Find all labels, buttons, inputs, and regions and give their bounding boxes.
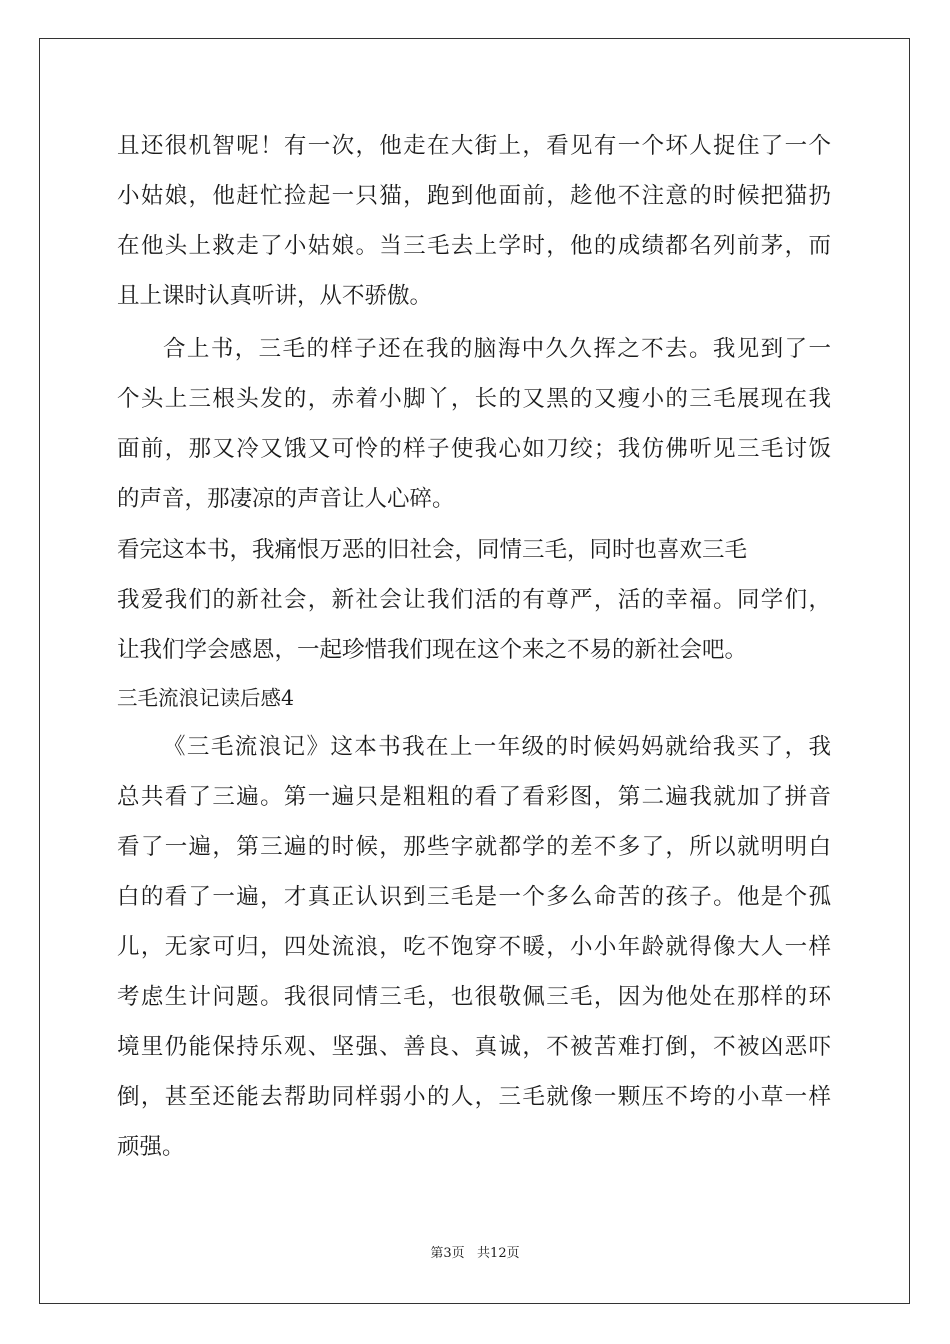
text-line: 考虑生计问题。我很同情三毛，也很敬佩三毛，因为他处在那样的环 (117, 984, 831, 1010)
page-number-footer: 第3页 共12页 (430, 1246, 520, 1261)
text-line: 面前，那又冷又饿又可怜的样子使我心如刀绞；我仿佛听见三毛讨饭 (117, 436, 831, 462)
text-line: 合上书，三毛的样子还在我的脑海中久久挥之不去。我见到了一 (163, 336, 831, 362)
section-heading: 三毛流浪记读后感4 (117, 686, 295, 710)
text-line: 顽强。 (117, 1134, 185, 1160)
text-line: 《三毛流浪记》这本书我在上一年级的时候妈妈就给我买了，我 (163, 734, 831, 760)
text-line: 小姑娘，他赶忙捡起一只猫，跑到他面前，趁他不注意的时候把猫扔 (117, 183, 831, 209)
text-line: 个头上三根头发的，赤着小脚丫，长的又黑的又瘦小的三毛展现在我 (117, 386, 831, 412)
text-line: 的声音，那凄凉的声音让人心碎。 (117, 486, 455, 512)
text-line: 让我们学会感恩，一起珍惜我们现在这个来之不易的新社会吧。 (117, 637, 748, 663)
text-line: 且上课时认真听讲，从不骄傲。 (117, 283, 433, 309)
text-line: 我爱我们的新社会，新社会让我们活的有尊严，活的幸福。同学们， (117, 587, 831, 613)
text-line: 总共看了三遍。第一遍只是粗粗的看了看彩图，第二遍我就加了拼音 (117, 784, 831, 810)
text-line: 倒，甚至还能去帮助同样弱小的人，三毛就像一颗压不垮的小草一样 (117, 1084, 831, 1110)
text-line: 儿，无家可归，四处流浪，吃不饱穿不暖，小小年龄就得像大人一样 (117, 934, 831, 960)
text-line: 境里仍能保持乐观、坚强、善良、真诚，不被苦难打倒，不被凶恶吓 (117, 1034, 831, 1060)
text-line: 且还很机智呢！有一次，他走在大街上，看见有一个坏人捉住了一个 (117, 133, 831, 159)
text-line: 看完这本书，我痛恨万恶的旧社会，同情三毛，同时也喜欢三毛 (117, 537, 748, 563)
text-line: 白的看了一遍，才真正认识到三毛是一个多么命苦的孩子。他是个孤 (117, 884, 831, 910)
text-line: 在他头上救走了小姑娘。当三毛去上学时，他的成绩都名列前茅，而 (117, 233, 831, 259)
text-line: 看了一遍，第三遍的时候，那些字就都学的差不多了，所以就明明白 (117, 834, 831, 860)
